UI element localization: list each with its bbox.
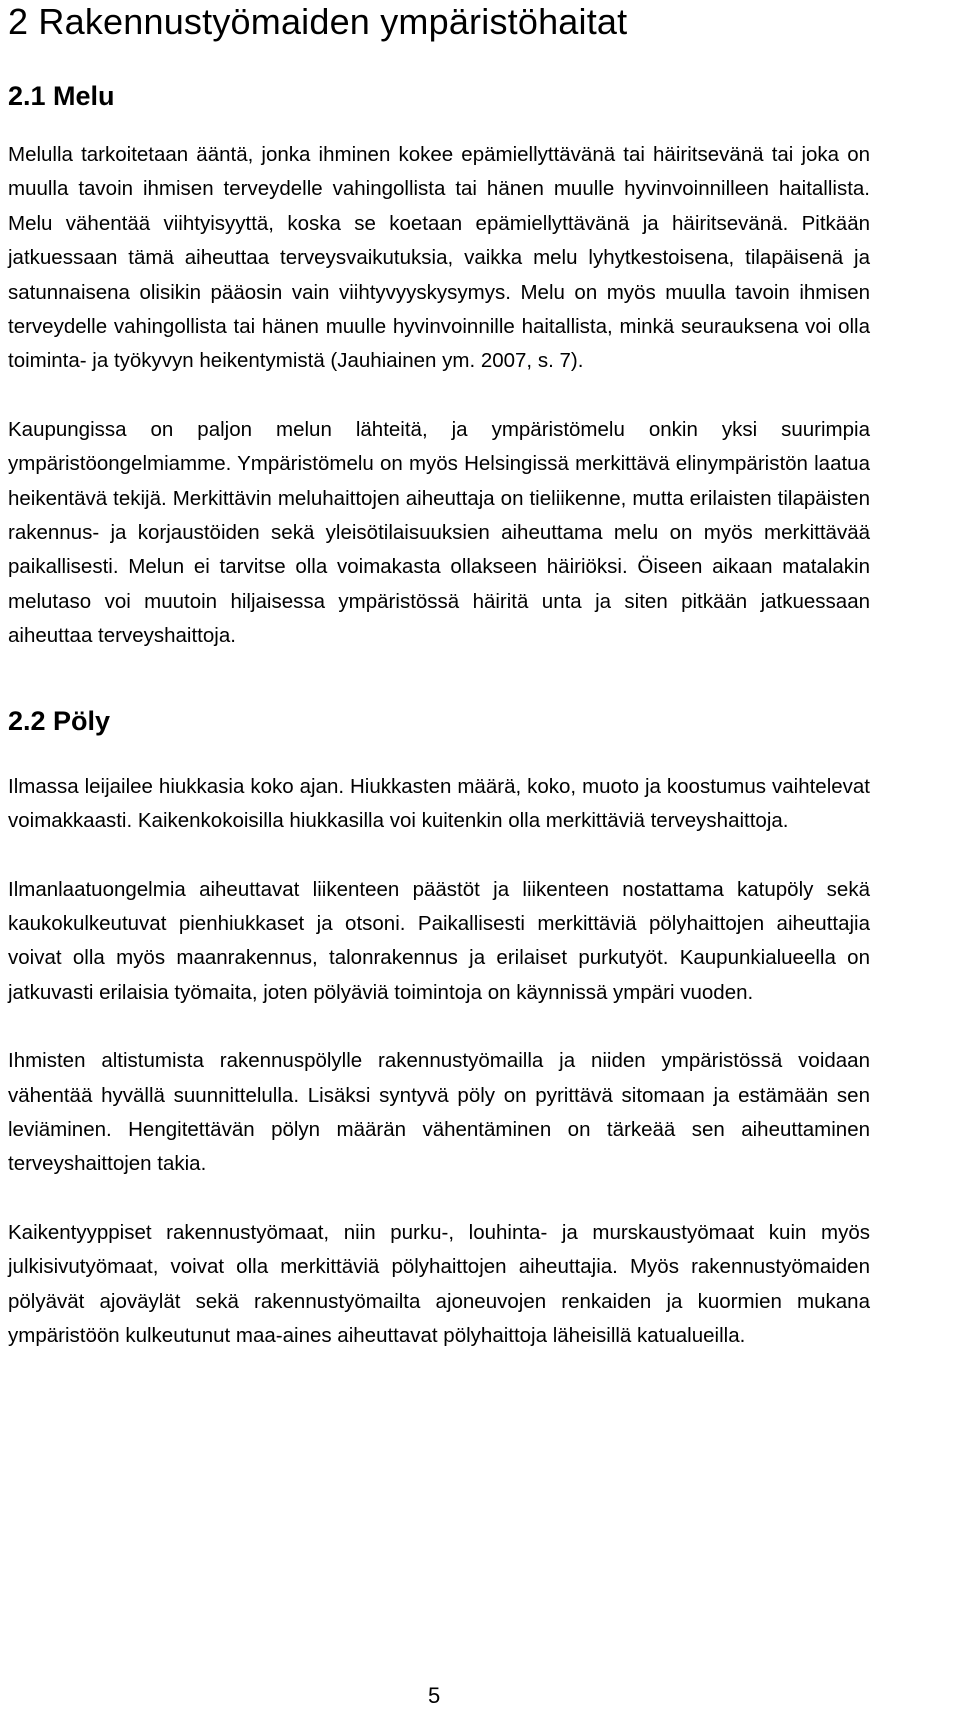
chapter-title: 2 Rakennustyömaiden ympäristöhaitat (8, 1, 628, 42)
paragraph: Kaupungissa on paljon melun lähteitä, ja ympäristömelu onkin yksi suurimpia ympäristöongelmiamme. Ympäristömelu on myös Helsingissä merkittävä elinympäristön laatua heikentävä tekijä. Merkittävin meluhaittojen aiheuttaja on tieliikenne, mutta erilaisten tilapäisten rakennus- ja korjaustöiden sekä yleisötilaisuuksien aiheuttama melu on myös merkittävää paikallisesti. Melun ei tarvitse olla voimakasta ollakseen häiriöksi. Öiseen aikaan matalakin melutaso voi muutoin hiljaisessa ympäristössä häiritä unta ja siten pitkään jatkuessaan aiheuttaa terveyshaittoja. (8, 417, 870, 648)
section-heading-melu: 2.1 Melu (8, 81, 115, 111)
paragraph: Ilmassa leijailee hiukkasia koko ajan. Hiukkasten määrä, koko, muoto ja koostumus vaihtelevat voimakkaasti. Kaikenkokoisilla hiukkasilla voi kuitenkin olla merkittäviä terveyshaittoja. (8, 774, 870, 833)
paragraph: Melulla tarkoitetaan ääntä, jonka ihminen kokee epämiellyttävänä tai häiritsevänä tai joka on muulla tavoin ihmisen terveydelle vahingollista tai hänen muulle hyvinvoinnilleen haitallista. Melu vähentää viihtyisyyttä, koska se koetaan epämiellyttävänä ja häiritsevänä. Pitkään jatkuessaan tämä aiheuttaa terveysvaikutuksia, vaikka melu lyhytkestoisena, tilapäisenä ja satunnaisena olisikin pääosin vain viihtyvyyskysymys. Melu on myös muulla tavoin ihmisen terveydelle vahingollista tai hänen muulle hyvinvoinnille haitallista, minkä seurauksena voi olla toiminta- ja työkyvyn heikentymistä (Jauhiainen ym. 2007, s. 7). (8, 143, 870, 373)
paragraph: Ihmisten altistumista rakennuspölylle rakennustyömailla ja niiden ympäristössä voidaan vähentää hyvällä suunnittelulla. Lisäksi syntyvä pöly on pyrittävä sitomaan ja estämään sen leviäminen. Hengitettävän pölyn määrän vähentäminen on tärkeää sen aiheuttaminen terveyshaittojen takia. (8, 1049, 870, 1176)
page-number: 5 (428, 1683, 441, 1708)
page-content (8, 0, 870, 1353)
section-heading-poly: 2.2 Pöly (8, 705, 111, 736)
paragraph: Kaikentyyppiset rakennustyömaat, niin purku-, louhinta- ja murskaustyömaat kuin myös julkisivutyömaat, voivat olla merkittäviä pölyhaittojen aiheuttajia. Myös rakennustyömaiden pölyävät ajoväylät sekä rakennustyömailta ajoneuvojen renkaiden ja kuormien mukana ympäristöön kulkeutunut maa-aines aiheuttavat pölyhaittoja läheisillä katualueilla. (8, 1220, 870, 1347)
paragraph: Ilmanlaatuongelmia aiheuttavat liikenteen päästöt ja liikenteen nostattama katupöly sekä kaukokulkeutuvat pienhiukkaset ja otsoni. Paikallisesti merkittäviä pölyhaittojen aiheuttajia voivat olla myös maanrakennus, talonrakennus ja erilaiset purkutyöt. Kaupunkialueella on jatkuvasti erilaisia työmaita, joten pölyäviä toimintoja on käynnissä ympäri vuoden. (8, 877, 870, 1004)
